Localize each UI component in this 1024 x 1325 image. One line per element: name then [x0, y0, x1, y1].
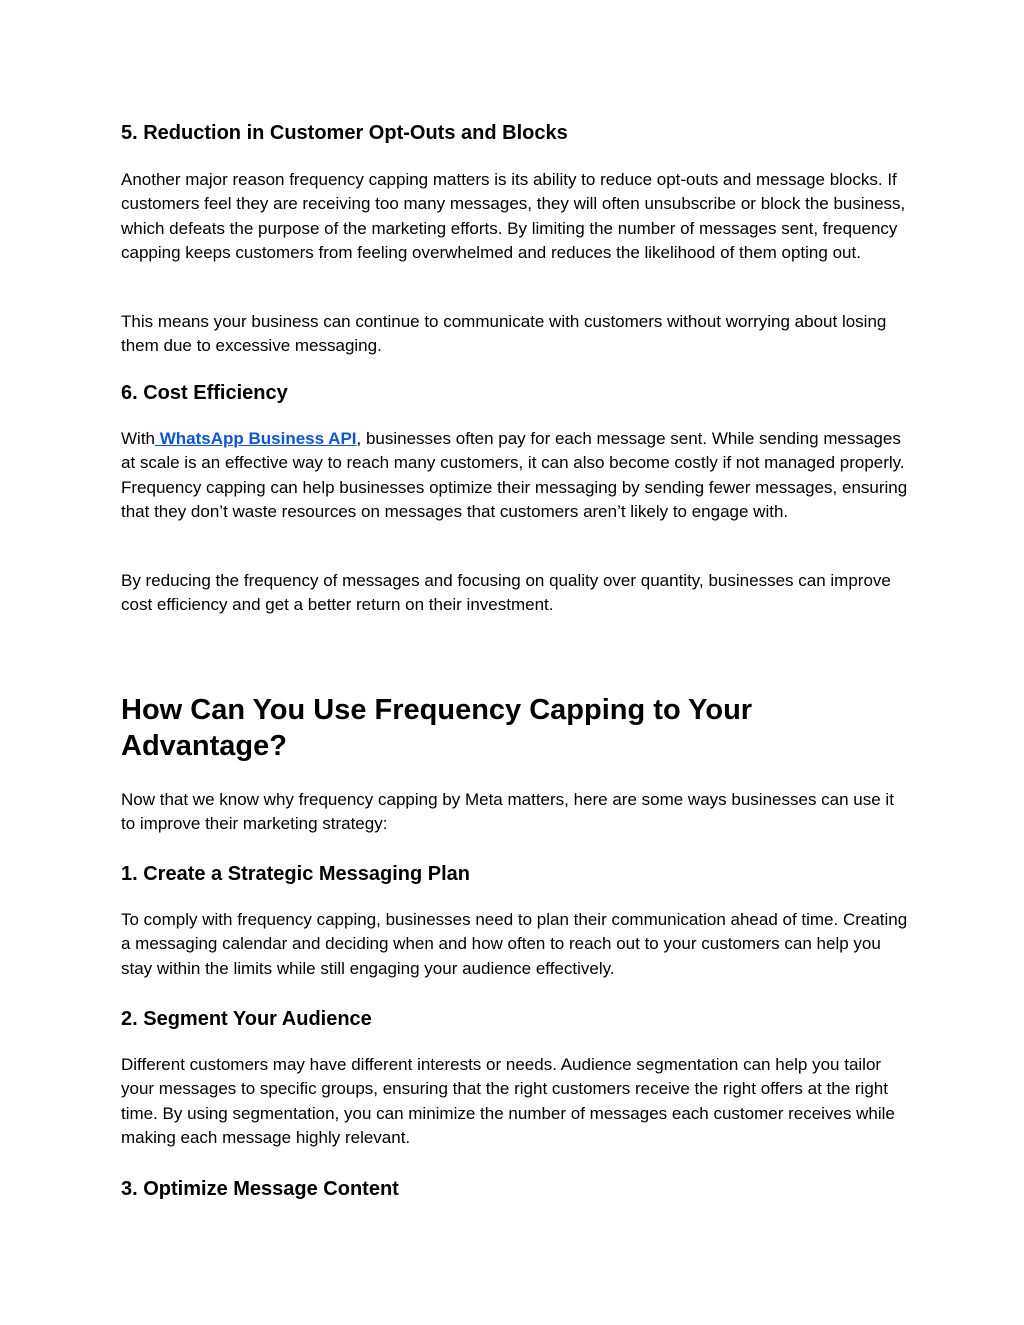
paragraph-cost-reducing: By reducing the frequency of messages and focusing on quality over quantity, businesses can improve cost efficiency and get a better return on their investment. [121, 571, 891, 615]
whatsapp-business-api-link[interactable]: WhatsApp Business API [155, 429, 357, 448]
tip-heading-segment-audience: 2. Segment Your Audience [121, 1008, 372, 1030]
section-heading-cost-efficiency: 6. Cost Efficiency [121, 382, 288, 404]
paragraph-segment-audience: Different customers may have different interests or needs. Audience segmentation can help you tailor your messages to specific groups, ensuring that the right customers receive the right offers at the right time. By using segmentation, you can minimize the number of messages each customer receives while making each message highly relevant. [121, 1055, 895, 1148]
paragraph-text: , businesses often pay for each message sent. While sending messages at scale is an effective way to reach many customers, it can also become costly if not managed properly. Frequency capping can help businesses optimize their messaging by sending fewer messages, ensuring that they don’t waste resources on messages that customers aren’t likely to engage with. [121, 429, 908, 522]
paragraph-opt-outs-continue: This means your business can continue to communicate with customers without worrying about losing them due to excessive messaging. [121, 312, 887, 356]
paragraph-opt-outs-reason: Another major reason frequency capping matters is its ability to reduce opt-outs and message blocks. If customers feel they are receiving too many messages, they will often unsubscribe or block the business, which defeats the purpose of the marketing efforts. By limiting the number of messages sent, frequency capping keeps customers from feeling overwhelmed and reduces the likelihood of them opting out. [121, 170, 906, 263]
tip-heading-messaging-plan: 1. Create a Strategic Messaging Plan [121, 863, 471, 885]
main-heading: How Can You Use Frequency Capping to Your Advantage? [121, 694, 753, 762]
paragraph-messaging-plan: To comply with frequency capping, businesses need to plan their communication ahead of time. Creating a messaging calendar and deciding when and how often to reach out to your customers can help you stay within the limits while still engaging your audience effectively. [121, 910, 908, 978]
section-heading-opt-outs: 5. Reduction in Customer Opt-Outs and Blocks [121, 122, 568, 144]
tip-heading-optimize-content: 3. Optimize Message Content [121, 1178, 399, 1200]
paragraph-main-intro: Now that we know why frequency capping by Meta matters, here are some ways businesses can use it to improve their marketing strategy: [121, 790, 894, 834]
paragraph-text: With [121, 429, 155, 448]
paragraph-cost-whatsapp [121, 427, 911, 525]
